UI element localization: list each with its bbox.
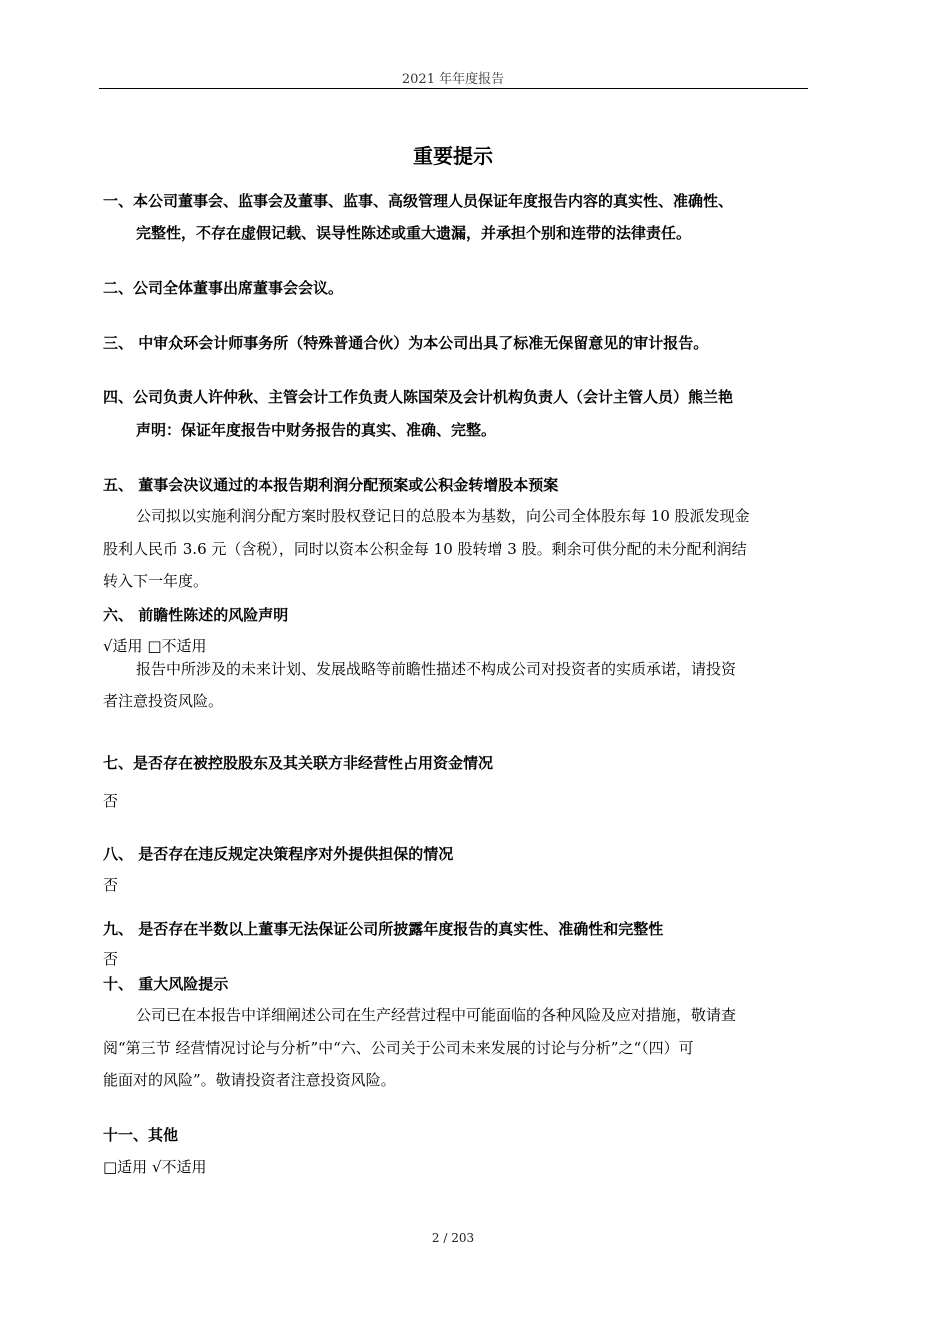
section-11-applicability: □适用 √不适用 xyxy=(103,1158,207,1176)
section-7-answer: 否 xyxy=(103,792,119,810)
section-2-heading: 二、公司全体董事出席董事会会议。 xyxy=(103,279,344,297)
section-10-body-line-1: 公司已在本报告中详细阐述公司在生产经营过程中可能面临的各种风险及应对措施，敬请查 xyxy=(136,1006,737,1024)
section-8-heading: 八、 是否存在违反规定决策程序对外提供担保的情况 xyxy=(103,845,454,863)
section-10-heading: 十、 重大风险提示 xyxy=(103,975,229,993)
section-5-body-line-1: 公司拟以实施利润分配方案时股权登记日的总股本为基数，向公司全体股东每 10 股派发现金 xyxy=(136,507,750,525)
section-10-body-line-3: 能面对的风险”。敬请投资者注意投资风险。 xyxy=(103,1071,396,1089)
section-1-line-2: 完整性，不存在虚假记载、误导性陈述或重大遗漏，并承担个别和连带的法律责任。 xyxy=(136,224,692,242)
section-9-answer: 否 xyxy=(103,950,119,968)
section-6-body-line-2: 者注意投资风险。 xyxy=(103,692,224,710)
section-10-body-line-2: 阅“第三节 经营情况讨论与分析”中“六、公司关于公司未来发展的讨论与分析”之“（四）可 xyxy=(103,1039,694,1057)
section-7-heading: 七、是否存在被控股股东及其关联方非经营性占用资金情况 xyxy=(103,754,494,772)
section-5-body-line-3: 转入下一年度。 xyxy=(103,572,209,590)
section-6-body-line-1: 报告中所涉及的未来计划、发展战略等前瞻性描述不构成公司对投资者的实质承诺，请投资 xyxy=(136,660,737,678)
section-1-line-1: 一、本公司董事会、监事会及董事、监事、高级管理人员保证年度报告内容的真实性、准确性、 xyxy=(103,192,734,210)
section-5-heading: 五、 董事会决议通过的本报告期利润分配预案或公积金转增股本预案 xyxy=(103,476,559,494)
section-9-heading: 九、 是否存在半数以上董事无法保证公司所披露年度报告的真实性、准确性和完整性 xyxy=(103,920,664,938)
running-header: 2021 年年度报告 xyxy=(401,72,505,87)
header-divider xyxy=(99,88,808,89)
section-3-heading: 三、 中审众环会计师事务所（特殊普通合伙）为本公司出具了标准无保留意见的审计报告。 xyxy=(103,334,709,352)
page-number: 2 / 203 xyxy=(431,1231,475,1245)
section-4-line-2: 声明：保证年度报告中财务报告的真实、准确、完整。 xyxy=(136,421,497,439)
section-5-body-line-2: 股利人民币 3.6 元（含税），同时以资本公积金每 10 股转增 3 股。剩余可供分配的未分配利润结 xyxy=(103,540,747,558)
section-8-answer: 否 xyxy=(103,876,119,894)
section-4-line-1: 四、公司负责人许仲秋、主管会计工作负责人陈国荣及会计机构负责人（会计主管人员）熊兰艳 xyxy=(103,388,734,406)
section-11-heading: 十一、其他 xyxy=(103,1126,179,1144)
section-6-heading: 六、 前瞻性陈述的风险声明 xyxy=(103,606,289,624)
section-6-applicability: √适用 □不适用 xyxy=(103,637,207,655)
page-title: 重要提示 xyxy=(413,144,493,168)
